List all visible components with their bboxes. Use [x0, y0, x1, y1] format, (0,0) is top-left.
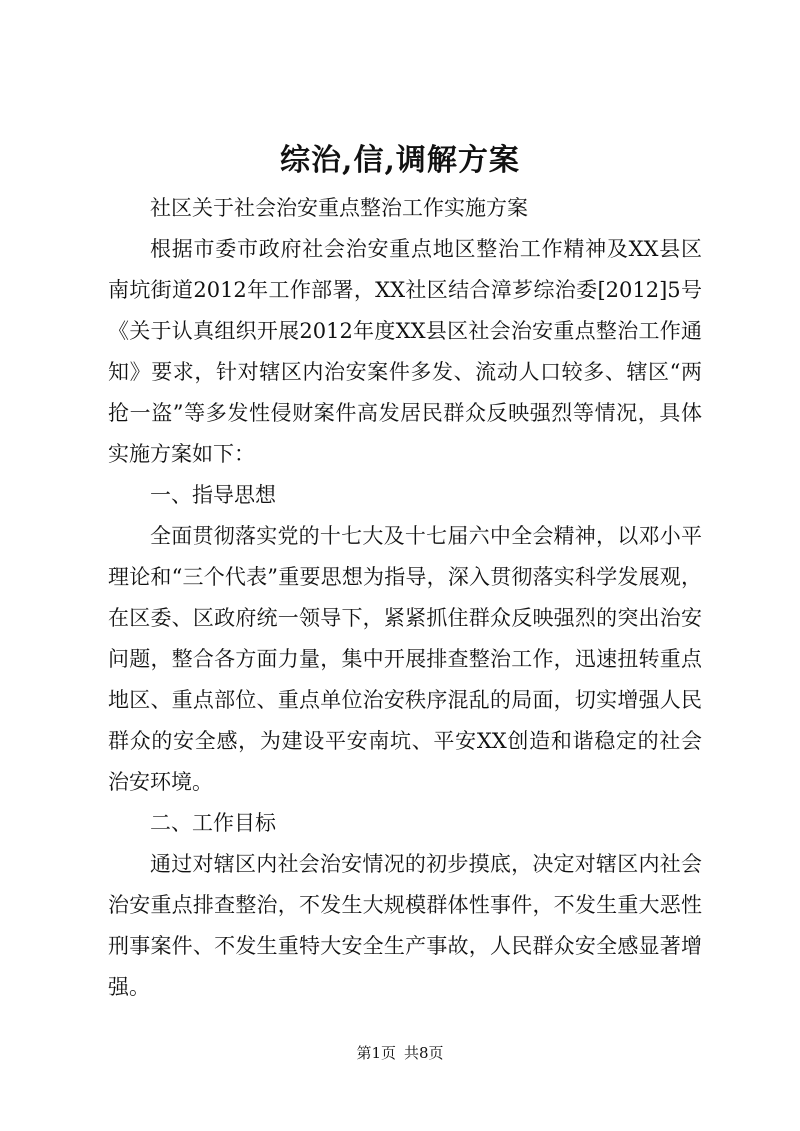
subtitle-paragraph: 社区关于社会治安重点整治工作实施方案: [150, 196, 528, 220]
page-footer: [0, 1043, 800, 1063]
document-body: [108, 188, 702, 1008]
section-heading-work-goals: 二、工作目标: [150, 811, 276, 835]
guiding-thought-paragraph: 全面贯彻落实党的十七大及十七届六中全会精神，以邓小平理论和“三个代表”重要思想为指导，深入贯彻落实科学发展观，在区委、区政府统一领导下，紧紧抓住群众反映强烈的突出治安问题，整合各方面力量，集中开展排查整治工作，迅速扭转重点地区、重点部位、重点单位治安秩序混乱的局面，切实增强人民群众的安全感，为建设平安南坑、平安XX创造和谐稳定的社会治安环境。: [108, 524, 702, 794]
section-heading-guiding-thought: 一、指导思想: [150, 483, 276, 507]
intro-paragraph: 根据市委市政府社会治安重点地区整治工作精神及XX县区南坑街道2012年工作部署，XX社区结合漳芗综治委[2012]5号《关于认真组织开展2012年度XX县区社会治安重点整治工作通知》要求，针对辖区内治安案件多发、流动人口较多、辖区“两抢一盗”等多发性侵财案件高发居民群众反映强烈等情况，具体实施方案如下：: [108, 237, 702, 466]
page-number: 第1页: [356, 1044, 396, 1062]
work-goals-paragraph: 通过对辖区内社会治安情况的初步摸底，决定对辖区内社会治安重点排查整治，不发生大规模群体性事件，不发生重大恶性刑事案件、不发生重特大安全生产事故，人民群众安全感显著增强。: [108, 852, 702, 999]
document-title: 综治,信,调解方案: [280, 143, 520, 178]
page-total: 共8页: [404, 1044, 444, 1062]
